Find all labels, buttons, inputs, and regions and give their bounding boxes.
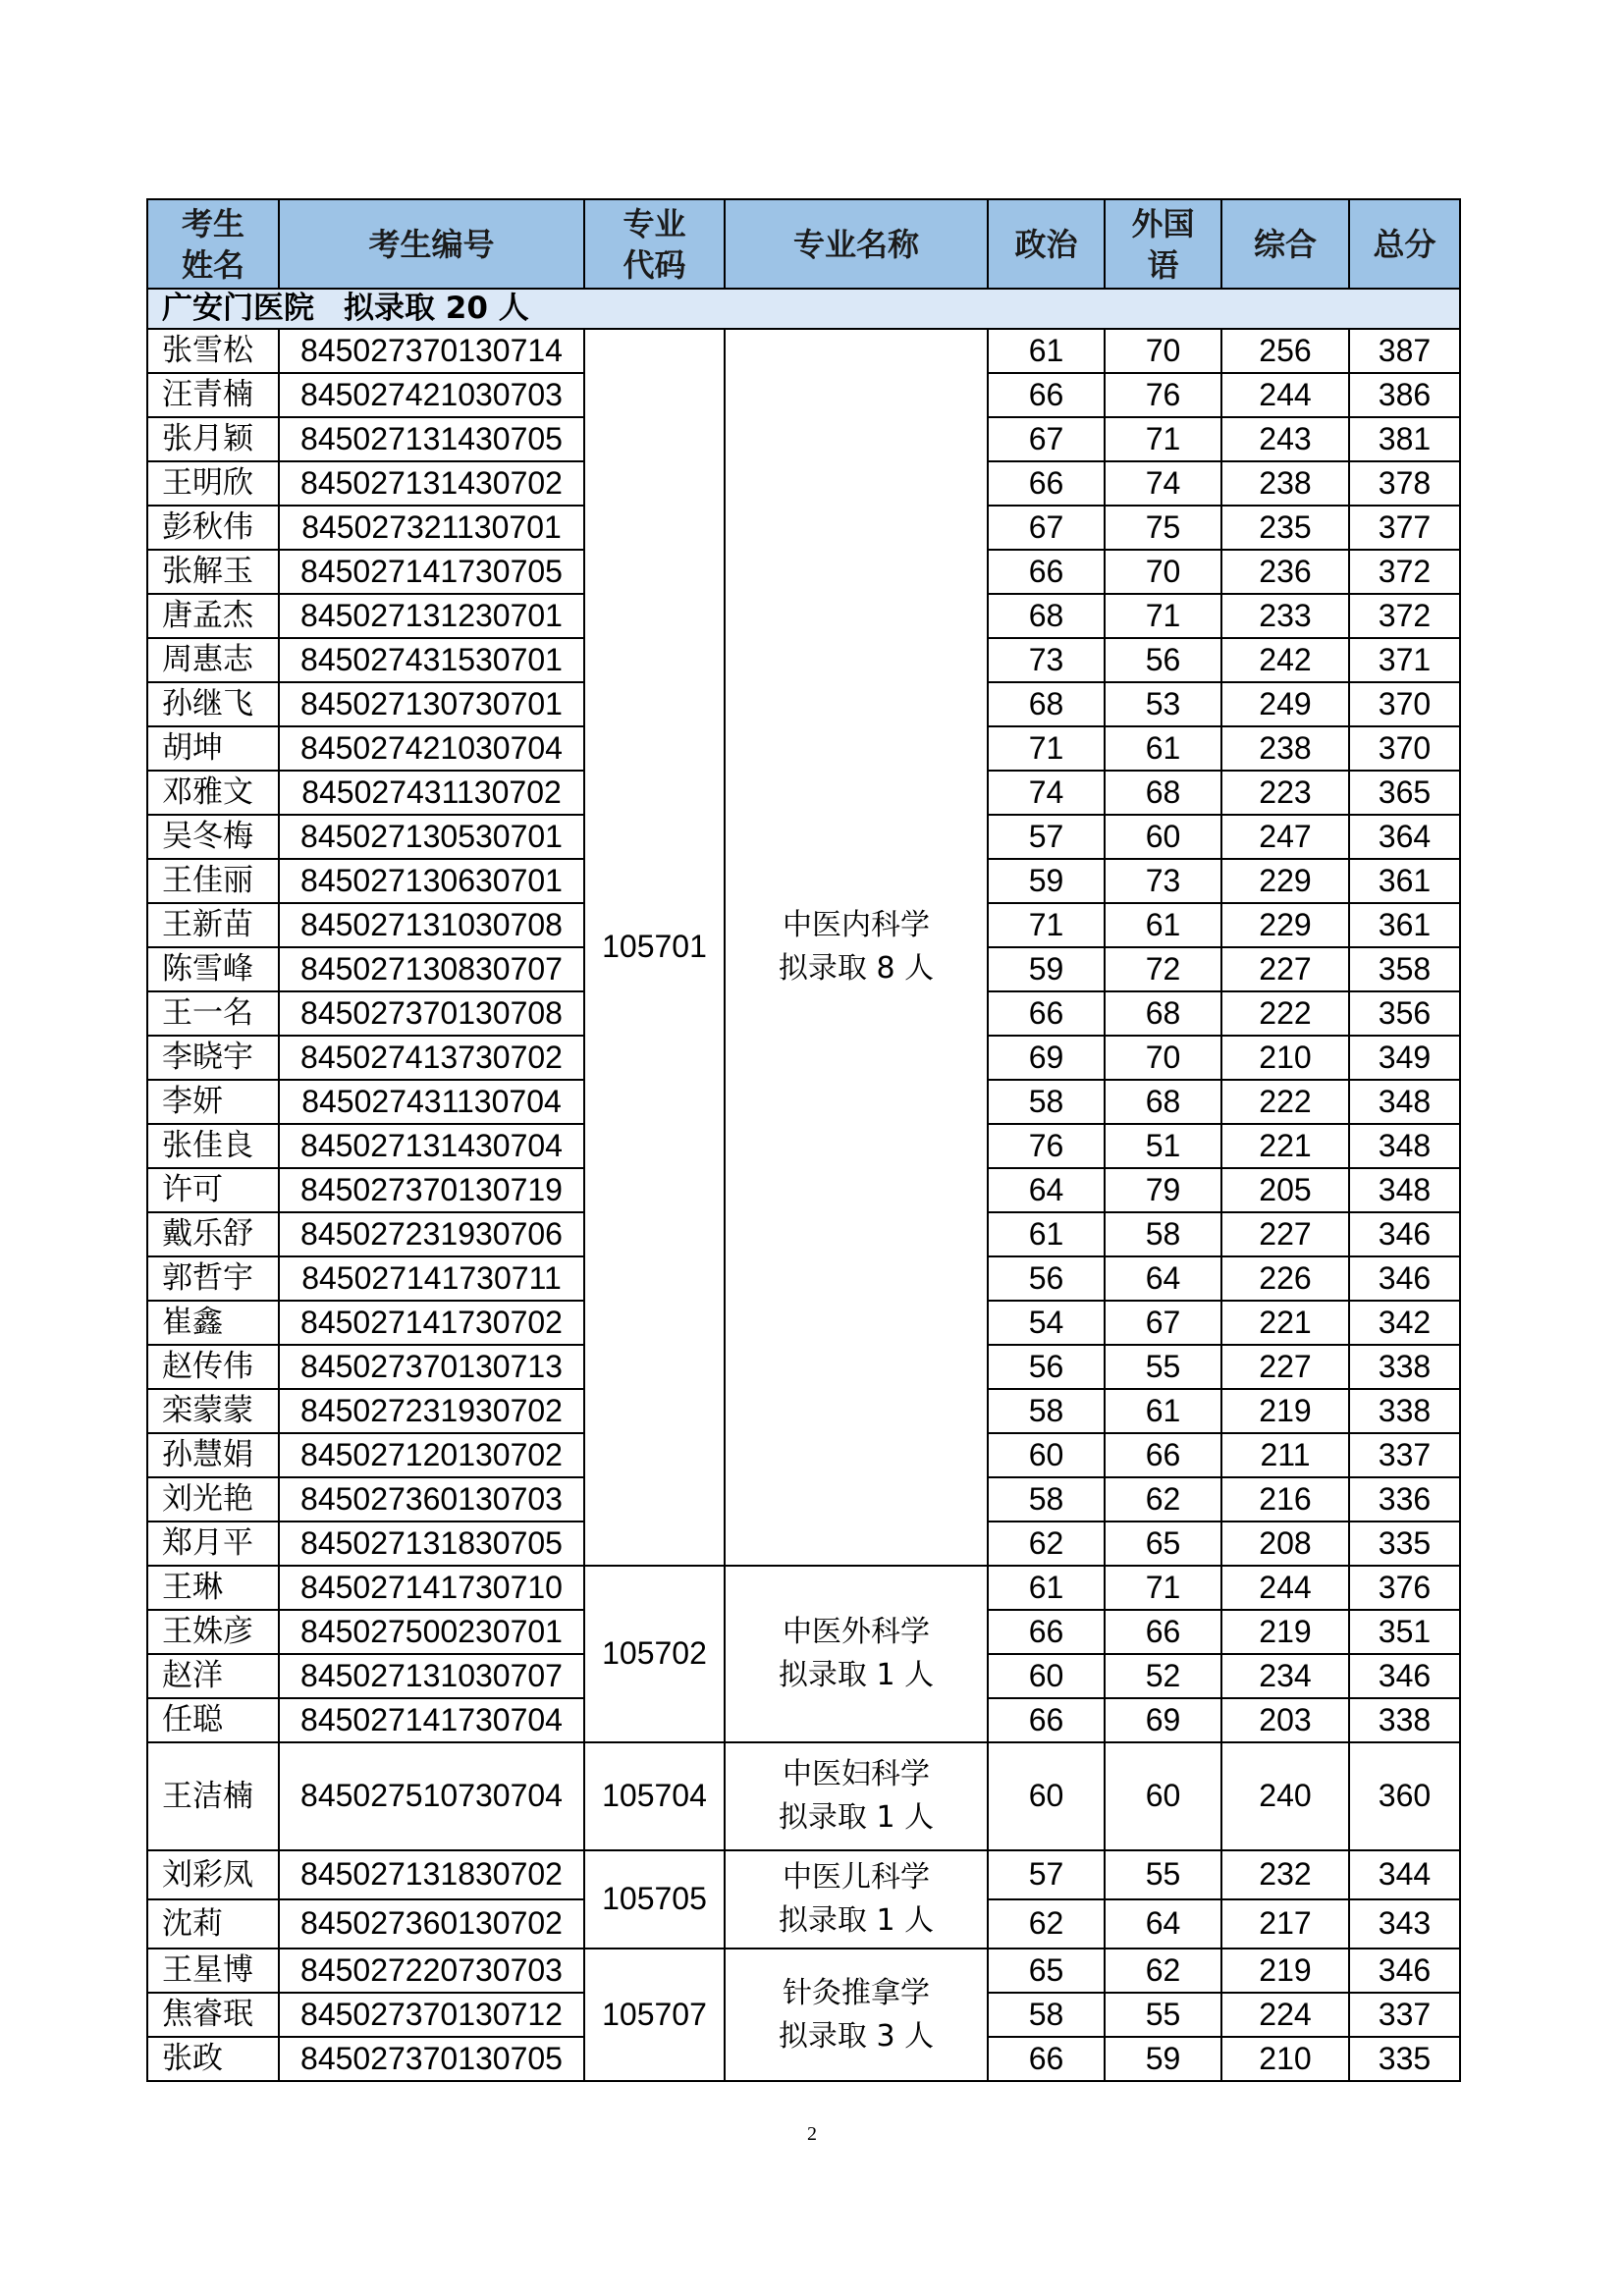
politics-score-cell: 58	[988, 1993, 1105, 2037]
politics-score-cell: 56	[988, 1256, 1105, 1301]
comprehensive-score-cell: 234	[1221, 1654, 1349, 1698]
politics-score-cell: 58	[988, 1477, 1105, 1522]
candidate-name-cell: 孙慧娟	[147, 1433, 279, 1477]
candidate-name-cell: 张佳良	[147, 1124, 279, 1168]
comprehensive-score-cell: 229	[1221, 903, 1349, 947]
politics-score-cell: 57	[988, 815, 1105, 859]
total-score-cell: 358	[1349, 947, 1460, 991]
language-score-cell: 61	[1105, 726, 1221, 771]
major-code-cell: 105707	[584, 1949, 725, 2081]
politics-score-cell: 66	[988, 1698, 1105, 1742]
total-score-cell: 381	[1349, 417, 1460, 461]
language-score-cell: 60	[1105, 1742, 1221, 1850]
comprehensive-score-cell: 222	[1221, 1080, 1349, 1124]
total-score-cell: 348	[1349, 1124, 1460, 1168]
total-score-cell: 371	[1349, 638, 1460, 682]
language-score-cell: 71	[1105, 594, 1221, 638]
hospital-cell	[147, 289, 1460, 329]
comprehensive-score-cell: 223	[1221, 771, 1349, 815]
candidate-name-cell: 王新苗	[147, 903, 279, 947]
politics-score-cell: 57	[988, 1850, 1105, 1899]
major-name-cell	[725, 1742, 988, 1850]
total-score-cell: 349	[1349, 1036, 1460, 1080]
major-code-cell: 105704	[584, 1742, 725, 1850]
major-name-cell	[725, 329, 988, 1566]
total-score-cell: 378	[1349, 461, 1460, 506]
major-name: 针灸推拿学	[783, 1975, 930, 2010]
total-score-cell: 365	[1349, 771, 1460, 815]
total-score-cell: 337	[1349, 1433, 1460, 1477]
total-score-cell: 346	[1349, 1654, 1460, 1698]
language-score-cell: 68	[1105, 991, 1221, 1036]
comprehensive-score-cell: 226	[1221, 1256, 1349, 1301]
total-score-cell: 338	[1349, 1698, 1460, 1742]
candidate-id-cell: 845027370130705	[279, 2037, 584, 2081]
total-score-cell: 370	[1349, 682, 1460, 726]
comprehensive-score-cell: 236	[1221, 550, 1349, 594]
candidate-name-cell: 张雪松	[147, 329, 279, 373]
candidate-id-cell: 845027131430704	[279, 1124, 584, 1168]
language-score-cell: 71	[1105, 1566, 1221, 1610]
major-name: 中医妇科学	[783, 1757, 930, 1791]
language-score-cell: 72	[1105, 947, 1221, 991]
politics-score-cell: 74	[988, 771, 1105, 815]
total-score-cell: 346	[1349, 1212, 1460, 1256]
language-score-cell: 68	[1105, 771, 1221, 815]
major-name-cell	[725, 1566, 988, 1742]
politics-score-cell: 58	[988, 1389, 1105, 1433]
candidate-id-cell: 845027220730703	[279, 1949, 584, 1993]
language-score-cell: 55	[1105, 1345, 1221, 1389]
major-code-cell: 105701	[584, 329, 725, 1566]
politics-score-cell: 54	[988, 1301, 1105, 1345]
total-score-cell: 356	[1349, 991, 1460, 1036]
table-row	[147, 1949, 1460, 1993]
major-name-cell	[725, 1850, 988, 1949]
candidate-id-cell: 845027131030707	[279, 1654, 584, 1698]
language-score-cell: 73	[1105, 859, 1221, 903]
comprehensive-score-cell: 217	[1221, 1899, 1349, 1949]
candidate-name-cell: 焦睿珉	[147, 1993, 279, 2037]
language-score-cell: 59	[1105, 2037, 1221, 2081]
politics-score-cell: 62	[988, 1522, 1105, 1566]
total-score-cell: 376	[1349, 1566, 1460, 1610]
major-admit-count: 拟录取 8 人	[778, 951, 935, 986]
candidate-name-cell: 李妍	[147, 1080, 279, 1124]
candidate-id-cell: 845027130630701	[279, 859, 584, 903]
comprehensive-score-cell: 242	[1221, 638, 1349, 682]
comprehensive-score-cell: 238	[1221, 461, 1349, 506]
candidate-id-cell: 845027421030704	[279, 726, 584, 771]
table-row	[147, 1850, 1460, 1899]
politics-score-cell: 66	[988, 991, 1105, 1036]
politics-score-cell: 66	[988, 461, 1105, 506]
candidate-id-cell: 845027321130701	[279, 506, 584, 550]
header-id: 考生编号	[279, 199, 584, 289]
candidate-name-cell: 戴乐舒	[147, 1212, 279, 1256]
comprehensive-score-cell: 227	[1221, 1345, 1349, 1389]
language-score-cell: 66	[1105, 1610, 1221, 1654]
total-score-cell: 335	[1349, 1522, 1460, 1566]
candidate-id-cell: 845027141730702	[279, 1301, 584, 1345]
politics-score-cell: 59	[988, 859, 1105, 903]
comprehensive-score-cell: 205	[1221, 1168, 1349, 1212]
candidate-name-cell: 周惠志	[147, 638, 279, 682]
candidate-name-cell: 栾蒙蒙	[147, 1389, 279, 1433]
candidate-name-cell: 沈莉	[147, 1899, 279, 1949]
candidate-id-cell: 845027413730702	[279, 1036, 584, 1080]
total-score-cell: 372	[1349, 550, 1460, 594]
language-score-cell: 64	[1105, 1899, 1221, 1949]
candidate-name-cell: 邓雅文	[147, 771, 279, 815]
candidate-id-cell: 845027141730705	[279, 550, 584, 594]
candidate-id-cell: 845027131830705	[279, 1522, 584, 1566]
total-score-cell: 346	[1349, 1949, 1460, 1993]
total-score-cell: 336	[1349, 1477, 1460, 1522]
comprehensive-score-cell: 240	[1221, 1742, 1349, 1850]
major-code-cell: 105702	[584, 1566, 725, 1742]
candidate-name-cell: 孙继飞	[147, 682, 279, 726]
candidate-name-cell: 王洁楠	[147, 1742, 279, 1850]
total-score-cell: 361	[1349, 859, 1460, 903]
politics-score-cell: 67	[988, 506, 1105, 550]
candidate-name-cell: 任聪	[147, 1698, 279, 1742]
comprehensive-score-cell: 235	[1221, 506, 1349, 550]
comprehensive-score-cell: 227	[1221, 1212, 1349, 1256]
comprehensive-score-cell: 227	[1221, 947, 1349, 991]
candidate-name-cell: 王琳	[147, 1566, 279, 1610]
candidate-name-cell: 彭秋伟	[147, 506, 279, 550]
language-score-cell: 65	[1105, 1522, 1221, 1566]
candidate-name-cell: 郭哲宇	[147, 1256, 279, 1301]
language-score-cell: 55	[1105, 1850, 1221, 1899]
header-name-line1: 考生	[181, 205, 244, 241]
language-score-cell: 67	[1105, 1301, 1221, 1345]
total-score-cell: 387	[1349, 329, 1460, 373]
candidate-name-cell: 胡坤	[147, 726, 279, 771]
language-score-cell: 70	[1105, 329, 1221, 373]
total-score-cell: 361	[1349, 903, 1460, 947]
candidate-id-cell: 845027131830702	[279, 1850, 584, 1899]
header-major: 专业名称	[725, 199, 988, 289]
politics-score-cell: 65	[988, 1949, 1105, 1993]
header-code-line2: 代码	[623, 246, 686, 283]
candidate-name-cell: 许可	[147, 1168, 279, 1212]
language-score-cell: 60	[1105, 815, 1221, 859]
candidate-id-cell: 845027510730704	[279, 1742, 584, 1850]
major-admit-count: 拟录取 1 人	[778, 1800, 935, 1835]
candidate-name-cell: 吴冬梅	[147, 815, 279, 859]
comprehensive-score-cell: 210	[1221, 2037, 1349, 2081]
language-score-cell: 70	[1105, 1036, 1221, 1080]
language-score-cell: 53	[1105, 682, 1221, 726]
candidate-id-cell: 845027141730710	[279, 1566, 584, 1610]
politics-score-cell: 64	[988, 1168, 1105, 1212]
major-code-cell: 105705	[584, 1850, 725, 1949]
politics-score-cell: 71	[988, 903, 1105, 947]
language-score-cell: 55	[1105, 1993, 1221, 2037]
candidate-name-cell: 张月颖	[147, 417, 279, 461]
comprehensive-score-cell: 244	[1221, 373, 1349, 417]
comprehensive-score-cell: 232	[1221, 1850, 1349, 1899]
candidate-id-cell: 845027421030703	[279, 373, 584, 417]
comprehensive-score-cell: 219	[1221, 1610, 1349, 1654]
total-score-cell: 348	[1349, 1080, 1460, 1124]
politics-score-cell: 60	[988, 1654, 1105, 1698]
total-score-cell: 344	[1349, 1850, 1460, 1899]
admission-score-table	[146, 198, 1461, 2082]
candidate-name-cell: 王明欣	[147, 461, 279, 506]
politics-score-cell: 71	[988, 726, 1105, 771]
candidate-id-cell: 845027370130712	[279, 1993, 584, 2037]
politics-score-cell: 60	[988, 1742, 1105, 1850]
comprehensive-score-cell: 233	[1221, 594, 1349, 638]
total-score-cell: 386	[1349, 373, 1460, 417]
politics-score-cell: 61	[988, 329, 1105, 373]
candidate-id-cell: 845027370130714	[279, 329, 584, 373]
candidate-name-cell: 陈雪峰	[147, 947, 279, 991]
candidate-id-cell: 845027130530701	[279, 815, 584, 859]
hospital-row	[147, 289, 1460, 329]
page-number: 2	[807, 2123, 817, 2145]
table-row	[147, 329, 1460, 373]
language-score-cell: 51	[1105, 1124, 1221, 1168]
language-score-cell: 71	[1105, 417, 1221, 461]
header-language-line1: 外国	[1131, 205, 1195, 241]
candidate-id-cell: 845027370130719	[279, 1168, 584, 1212]
candidate-id-cell: 845027431130704	[279, 1080, 584, 1124]
candidate-id-cell: 845027120130702	[279, 1433, 584, 1477]
header-code-line1: 专业	[623, 205, 686, 241]
candidate-id-cell: 845027231930706	[279, 1212, 584, 1256]
total-score-cell: 337	[1349, 1993, 1460, 2037]
candidate-name-cell: 张解玉	[147, 550, 279, 594]
candidate-name-cell: 李晓宇	[147, 1036, 279, 1080]
comprehensive-score-cell: 221	[1221, 1301, 1349, 1345]
politics-score-cell: 66	[988, 2037, 1105, 2081]
politics-score-cell: 62	[988, 1899, 1105, 1949]
table-row	[147, 1566, 1460, 1610]
major-name: 中医儿科学	[783, 1860, 930, 1895]
language-score-cell: 62	[1105, 1477, 1221, 1522]
candidate-name-cell: 唐孟杰	[147, 594, 279, 638]
total-score-cell: 370	[1349, 726, 1460, 771]
table-header-row	[147, 199, 1460, 289]
major-name: 中医外科学	[783, 1615, 930, 1649]
candidate-id-cell: 845027130730701	[279, 682, 584, 726]
candidate-id-cell: 845027360130702	[279, 1899, 584, 1949]
header-language-line2: 语	[1147, 246, 1179, 283]
candidate-name-cell: 郑月平	[147, 1522, 279, 1566]
language-score-cell: 52	[1105, 1654, 1221, 1698]
total-score-cell: 372	[1349, 594, 1460, 638]
politics-score-cell: 61	[988, 1212, 1105, 1256]
language-score-cell: 68	[1105, 1080, 1221, 1124]
comprehensive-score-cell: 244	[1221, 1566, 1349, 1610]
major-admit-count: 拟录取 1 人	[778, 1658, 935, 1692]
candidate-name-cell: 王姝彦	[147, 1610, 279, 1654]
candidate-id-cell: 845027431130702	[279, 771, 584, 815]
comprehensive-score-cell: 243	[1221, 417, 1349, 461]
total-score-cell: 343	[1349, 1899, 1460, 1949]
candidate-name-cell: 赵洋	[147, 1654, 279, 1698]
total-score-cell: 377	[1349, 506, 1460, 550]
major-name-cell	[725, 1949, 988, 2081]
comprehensive-score-cell: 222	[1221, 991, 1349, 1036]
header-code	[584, 199, 725, 289]
candidate-id-cell: 845027141730711	[279, 1256, 584, 1301]
language-score-cell: 75	[1105, 506, 1221, 550]
comprehensive-score-cell: 203	[1221, 1698, 1349, 1742]
hospital-admit-count: 拟录取 20 人	[344, 291, 529, 327]
candidate-id-cell: 845027370130708	[279, 991, 584, 1036]
candidate-name-cell: 王佳丽	[147, 859, 279, 903]
comprehensive-score-cell: 238	[1221, 726, 1349, 771]
politics-score-cell: 73	[988, 638, 1105, 682]
major-admit-count: 拟录取 3 人	[778, 2018, 935, 2054]
header-name-line2: 姓名	[181, 246, 244, 283]
candidate-id-cell: 845027360130703	[279, 1477, 584, 1522]
total-score-cell: 364	[1349, 815, 1460, 859]
header-name	[147, 199, 279, 289]
candidate-name-cell: 张政	[147, 2037, 279, 2081]
comprehensive-score-cell: 210	[1221, 1036, 1349, 1080]
total-score-cell: 351	[1349, 1610, 1460, 1654]
candidate-name-cell: 赵传伟	[147, 1345, 279, 1389]
language-score-cell: 76	[1105, 373, 1221, 417]
language-score-cell: 74	[1105, 461, 1221, 506]
candidate-id-cell: 845027370130713	[279, 1345, 584, 1389]
total-score-cell: 346	[1349, 1256, 1460, 1301]
language-score-cell: 58	[1105, 1212, 1221, 1256]
candidate-name-cell: 王星博	[147, 1949, 279, 1993]
comprehensive-score-cell: 256	[1221, 329, 1349, 373]
candidate-id-cell: 845027130830707	[279, 947, 584, 991]
candidate-id-cell: 845027231930702	[279, 1389, 584, 1433]
candidate-name-cell: 刘光艳	[147, 1477, 279, 1522]
candidate-id-cell: 845027431530701	[279, 638, 584, 682]
header-politics: 政治	[988, 199, 1105, 289]
language-score-cell: 61	[1105, 903, 1221, 947]
politics-score-cell: 67	[988, 417, 1105, 461]
language-score-cell: 79	[1105, 1168, 1221, 1212]
politics-score-cell: 69	[988, 1036, 1105, 1080]
total-score-cell: 338	[1349, 1389, 1460, 1433]
politics-score-cell: 58	[988, 1080, 1105, 1124]
language-score-cell: 66	[1105, 1433, 1221, 1477]
comprehensive-score-cell: 219	[1221, 1949, 1349, 1993]
comprehensive-score-cell: 229	[1221, 859, 1349, 903]
total-score-cell: 338	[1349, 1345, 1460, 1389]
comprehensive-score-cell: 247	[1221, 815, 1349, 859]
comprehensive-score-cell: 221	[1221, 1124, 1349, 1168]
header-total: 总分	[1349, 199, 1460, 289]
total-score-cell: 342	[1349, 1301, 1460, 1345]
candidate-name-cell: 汪青楠	[147, 373, 279, 417]
politics-score-cell: 68	[988, 682, 1105, 726]
hospital-name: 广安门医院	[162, 291, 314, 327]
major-name: 中医内科学	[783, 908, 930, 942]
language-score-cell: 56	[1105, 638, 1221, 682]
candidate-name-cell: 刘彩凤	[147, 1850, 279, 1899]
comprehensive-score-cell: 216	[1221, 1477, 1349, 1522]
candidate-id-cell: 845027131230701	[279, 594, 584, 638]
comprehensive-score-cell: 249	[1221, 682, 1349, 726]
comprehensive-score-cell: 219	[1221, 1389, 1349, 1433]
politics-score-cell: 61	[988, 1566, 1105, 1610]
total-score-cell: 360	[1349, 1742, 1460, 1850]
politics-score-cell: 60	[988, 1433, 1105, 1477]
total-score-cell: 335	[1349, 2037, 1460, 2081]
politics-score-cell: 76	[988, 1124, 1105, 1168]
politics-score-cell: 59	[988, 947, 1105, 991]
language-score-cell: 69	[1105, 1698, 1221, 1742]
language-score-cell: 64	[1105, 1256, 1221, 1301]
total-score-cell: 348	[1349, 1168, 1460, 1212]
politics-score-cell: 68	[988, 594, 1105, 638]
politics-score-cell: 66	[988, 550, 1105, 594]
candidate-name-cell: 崔鑫	[147, 1301, 279, 1345]
candidate-id-cell: 845027131030708	[279, 903, 584, 947]
politics-score-cell: 66	[988, 373, 1105, 417]
politics-score-cell: 66	[988, 1610, 1105, 1654]
language-score-cell: 62	[1105, 1949, 1221, 1993]
candidate-id-cell: 845027141730704	[279, 1698, 584, 1742]
header-comprehensive: 综合	[1221, 199, 1349, 289]
comprehensive-score-cell: 208	[1221, 1522, 1349, 1566]
candidate-name-cell: 王一名	[147, 991, 279, 1036]
major-admit-count: 拟录取 1 人	[778, 1903, 935, 1938]
table-row	[147, 1742, 1460, 1850]
candidate-id-cell: 845027131430702	[279, 461, 584, 506]
candidate-id-cell: 845027131430705	[279, 417, 584, 461]
candidate-id-cell: 845027500230701	[279, 1610, 584, 1654]
comprehensive-score-cell: 211	[1221, 1433, 1349, 1477]
language-score-cell: 61	[1105, 1389, 1221, 1433]
header-language	[1105, 199, 1221, 289]
table-body	[147, 289, 1460, 2081]
language-score-cell: 70	[1105, 550, 1221, 594]
comprehensive-score-cell: 224	[1221, 1993, 1349, 2037]
politics-score-cell: 56	[988, 1345, 1105, 1389]
